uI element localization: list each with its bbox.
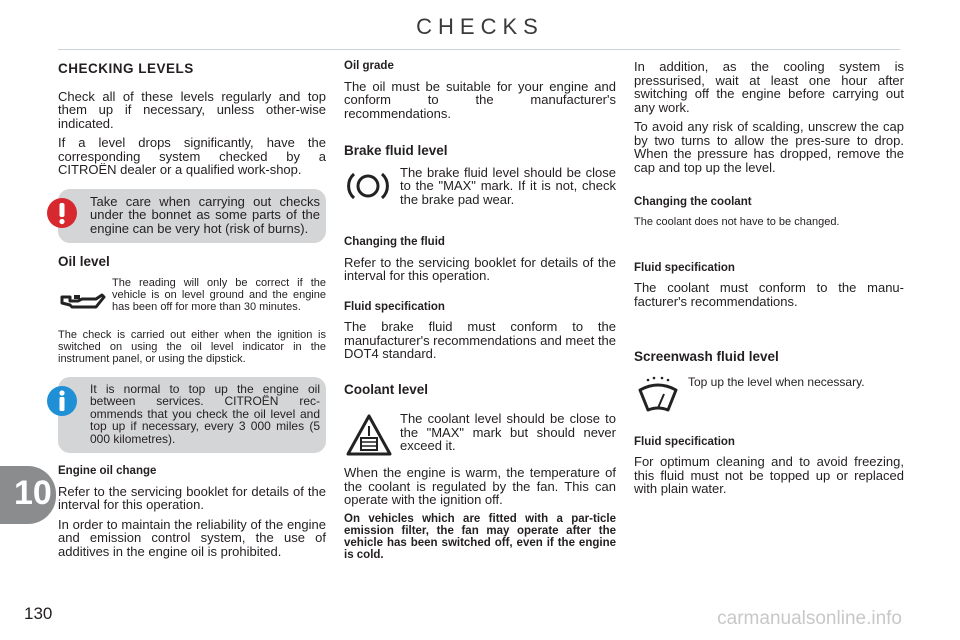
oil-level-row bbox=[58, 277, 326, 323]
engine-oil-change-text-2: In order to maintain the reliability of the engine and emission control system, the use of additives in the engine oil is prohibited. bbox=[58, 516, 326, 559]
oil-level-text: The reading will only be correct if the vehicle is on level ground and the engine has been off for more than 30 minutes. bbox=[112, 276, 326, 313]
coolant-level-heading: Coolant level bbox=[344, 381, 429, 397]
warning-text: Take care when carrying out checks under the bonnet as some parts of the engine can be very hot (risk of burns). bbox=[90, 193, 320, 236]
coolant-text-2: When the engine is warm, the temperature of the coolant is regulated by the fan. This can operate with the ignition off. bbox=[344, 465, 616, 507]
info-box bbox=[58, 377, 326, 454]
brake-fluid-heading: Brake fluid level bbox=[344, 143, 448, 158]
coolant-bold-note: On vehicles which are fitted with a par-ticle emission filter, the fan may operate after the vehicle has been switched off, even if the engine is cold. bbox=[344, 512, 616, 561]
chapter-tab bbox=[0, 466, 56, 524]
oil-grade-text: The oil must be suitable for your engine and conform to the manufacturer's recommendations. bbox=[344, 78, 616, 121]
brake-fluid-text: The brake fluid level should be close to the "MAX" mark. If it is not, check the brake pad wear. bbox=[400, 164, 616, 207]
brake-fluid-row bbox=[344, 166, 616, 207]
watermark: carmanualsonline.info bbox=[717, 608, 902, 629]
oil-grade-heading: Oil grade bbox=[344, 60, 394, 72]
info-text: It is normal to top up the engine oil between services. CITROËN rec-ommends that you check the oil level and top up if necessary, every 3 000 miles (5 000 kilometres). bbox=[90, 381, 320, 446]
brake-spec-text: The brake fluid must conform to the manufacturer's recommendations and meet the DOT4 standard. bbox=[344, 319, 617, 361]
page-title: CHECKS bbox=[416, 14, 544, 39]
intro-paragraph-2: If a level drops significantly, have the corresponding system checked by a CITROËN dealer or a qualified work-shop. bbox=[58, 135, 326, 177]
oil-level-text-2: The check is carried out either when the ignition is switched on using the oil level indicator in the instrument panel, or using the dipstick. bbox=[58, 328, 326, 365]
scalding-text: To avoid any risk of scalding, unscrew the cap by two turns to allow the pres-sure to drop. When the pressure has dropped, remove the cap and top up the level. bbox=[634, 119, 904, 175]
changing-fluid-text: Refer to the servicing booklet for details of the interval for this operation. bbox=[344, 254, 616, 283]
pressure-text: In addition, as the cooling system is pressurised, wait at least one hour after switching off the engine before carrying out any work. bbox=[634, 59, 904, 115]
header-divider bbox=[58, 49, 900, 50]
coolant-icon bbox=[344, 412, 394, 460]
coolant-spec-text: The coolant must conform to the manu-facturer's recommendations. bbox=[634, 280, 904, 309]
oil-level-heading: Oil level bbox=[58, 254, 110, 269]
oil-can-icon bbox=[58, 283, 106, 323]
coolant-row bbox=[344, 412, 616, 460]
checking-levels-heading: CHECKING LEVELS bbox=[58, 61, 194, 76]
coolant-spec-heading: Fluid specification bbox=[634, 261, 735, 274]
screenwash-icon bbox=[634, 376, 682, 416]
screenwash-text: Top up the level when necessary. bbox=[688, 374, 865, 389]
column-1 bbox=[58, 60, 326, 564]
warning-box bbox=[58, 189, 326, 244]
screenwash-spec-text: For optimum cleaning and to avoid freezing, this fluid must not be topped up or replaced with plain water. bbox=[634, 454, 904, 496]
column-2 bbox=[344, 60, 616, 567]
coolant-text-1: The coolant level should be close to the "MAX" mark but should never exceed it. bbox=[400, 411, 616, 453]
changing-coolant-heading: Changing the coolant bbox=[634, 196, 752, 208]
info-icon bbox=[46, 385, 78, 417]
brake-fluid-icon bbox=[344, 166, 392, 206]
page-number: 130 bbox=[24, 604, 53, 623]
column-3 bbox=[634, 60, 904, 502]
screenwash-spec-heading: Fluid specification bbox=[634, 435, 735, 448]
intro-paragraph-1: Check all of these levels regularly and top them up if necessary, unless other-wise indicated. bbox=[58, 88, 326, 131]
brake-spec-heading: Fluid specification bbox=[344, 300, 445, 313]
changing-fluid-heading: Changing the fluid bbox=[344, 236, 445, 248]
engine-oil-change-text-1: Refer to the servicing booklet for details of the interval for this operation. bbox=[58, 483, 326, 512]
chapter-number: 10 bbox=[14, 474, 52, 512]
screenwash-heading: Screenwash fluid level bbox=[634, 349, 779, 364]
engine-oil-change-heading: Engine oil change bbox=[58, 465, 157, 477]
changing-coolant-text: The coolant does not have to be changed. bbox=[634, 215, 840, 228]
screenwash-row bbox=[634, 376, 904, 416]
warning-icon bbox=[46, 197, 78, 229]
